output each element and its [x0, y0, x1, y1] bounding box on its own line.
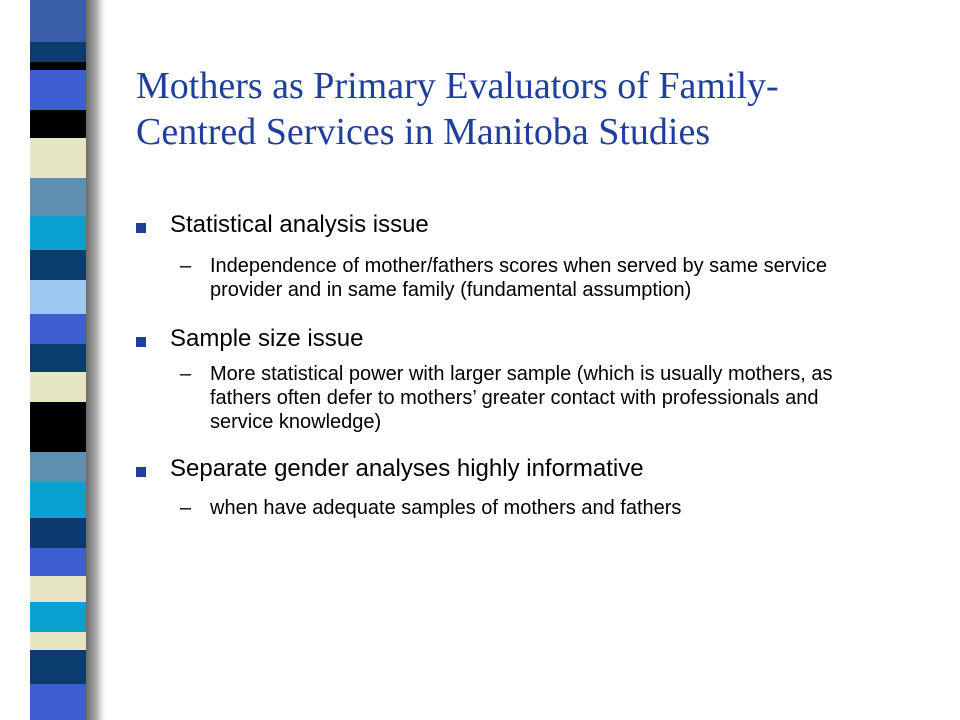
stripe-segment [30, 70, 86, 110]
bullet-text: Sample size issue [170, 325, 364, 352]
bullet-item [136, 210, 936, 240]
stripe-segment [30, 250, 86, 280]
stripe-segment [30, 62, 86, 70]
stripe-segment [30, 42, 86, 64]
stripe-segment [30, 0, 86, 42]
stripe-segment [30, 344, 86, 372]
stripe-segment [30, 372, 86, 402]
square-bullet-icon [136, 337, 146, 347]
square-bullet-icon [136, 223, 146, 233]
sub-bullet-text: when have adequate samples of mothers and fathers [210, 497, 682, 519]
sub-bullet-item [136, 496, 850, 520]
stripe-segment [30, 402, 86, 452]
bullet-item [136, 454, 936, 484]
dash-icon: – [180, 497, 192, 519]
sub-bullet-text: Independence of mother/fathers scores when served by same service provider and in same family (fundamental assumption) [210, 255, 827, 301]
sub-bullet-item [136, 362, 850, 434]
stripe-left-margin [0, 0, 32, 720]
stripe-segment [30, 280, 86, 314]
dash-icon: – [180, 363, 192, 385]
bullet-text: Statistical analysis issue [170, 211, 429, 238]
square-bullet-icon [136, 467, 146, 477]
stripe-segment [30, 314, 86, 344]
stripe-graphic [0, 0, 110, 720]
stripe-segment [30, 138, 86, 178]
bullet-item [136, 324, 936, 354]
stripe-segment [30, 110, 86, 138]
stripe-segment [30, 216, 86, 250]
stripe-segment [30, 602, 86, 632]
stripe-segment [30, 548, 86, 576]
stripe-segment [30, 684, 86, 720]
sub-bullet-text: More statistical power with larger sample (which is usually mothers, as fathers often defer to mothers’ greater contact with professionals and service knowledge) [210, 363, 833, 433]
stripe-segment [30, 632, 86, 650]
stripe-segment [30, 576, 86, 602]
stripe-segment [30, 178, 86, 216]
bullet-text: Separate gender analyses highly informative [170, 455, 644, 482]
stripe-segment [30, 650, 86, 684]
slide-title [136, 63, 936, 155]
dash-icon: – [180, 255, 192, 277]
decorative-stripe-bar [0, 0, 110, 720]
slide-title-line-2: Centred Services in Manitoba Studies [136, 111, 711, 153]
bullet-list [136, 210, 936, 520]
slide-title-line-1: Mothers as Primary Evaluators of Family- [136, 65, 779, 107]
stripe-segment [30, 518, 86, 548]
sub-bullet-item [136, 254, 850, 302]
stripe-segment [30, 452, 86, 482]
stripe-shadow [86, 0, 108, 720]
stripe-segment [30, 482, 86, 518]
